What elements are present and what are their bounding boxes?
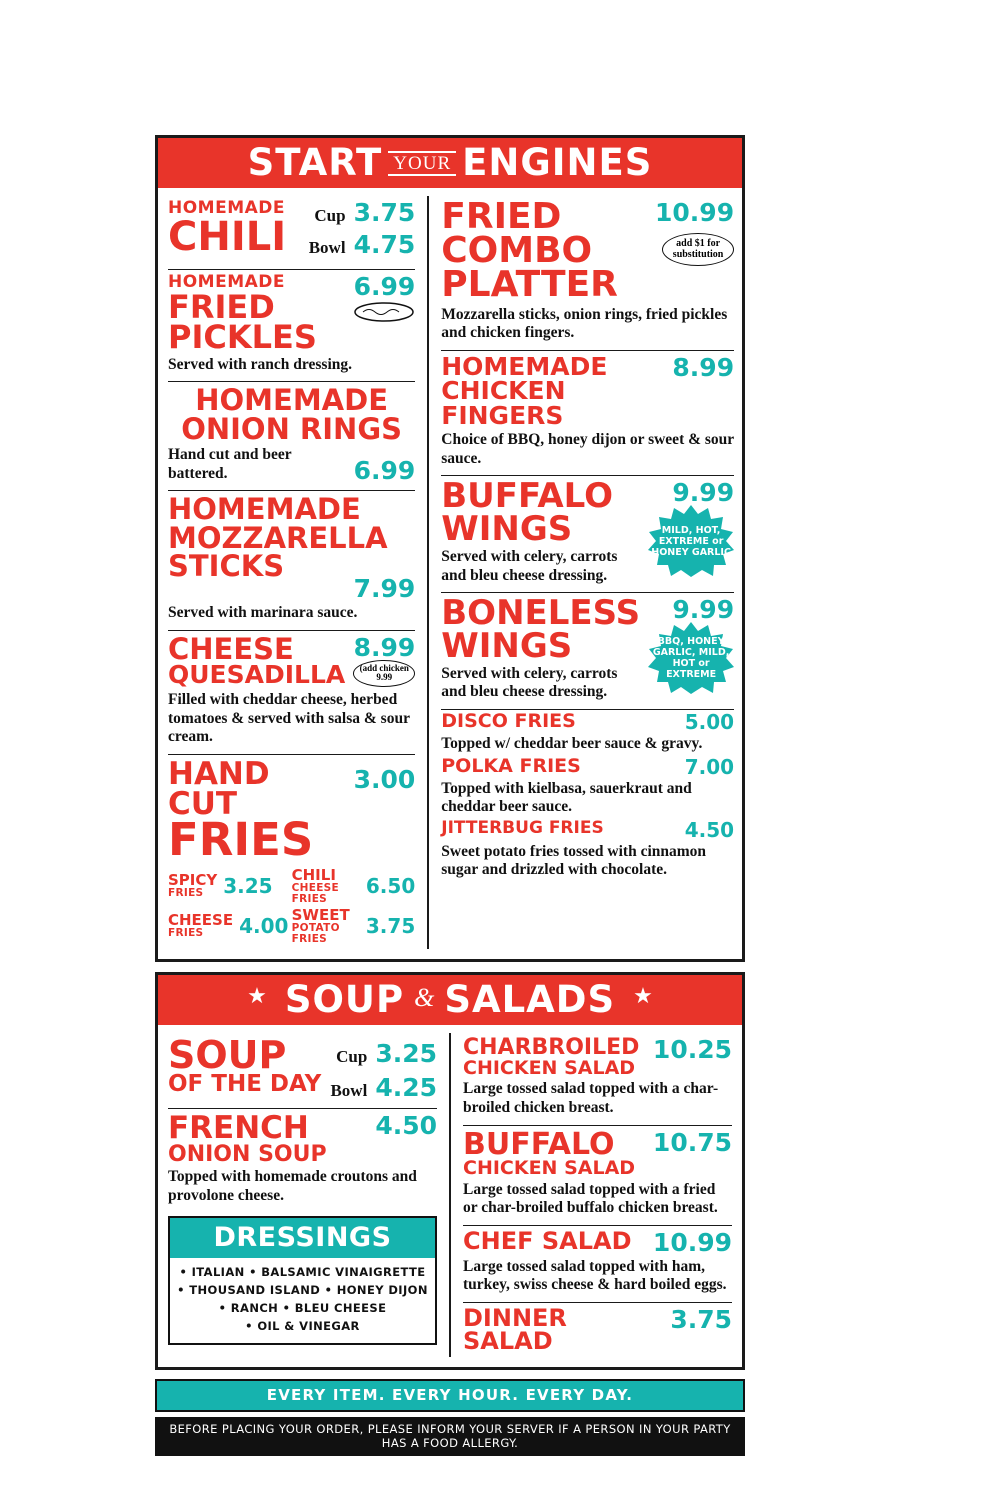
dressings-box (168, 1216, 437, 1344)
soup-column (168, 1033, 451, 1357)
item-name: DISCO FRIES (441, 710, 576, 732)
item-description: Topped with kielbasa, sauerkraut and cheddar beer sauce. (441, 779, 692, 816)
item-name: HOMEMADE MOZZARELLA STICKS (168, 492, 388, 584)
item-price: 10.75 (652, 1127, 732, 1157)
item-price: 6.99 (353, 272, 416, 301)
item-name: BUFFALO (463, 1126, 615, 1162)
menu-item-boneless-wings (441, 593, 734, 705)
item-price: 10.99 (652, 1227, 732, 1257)
item-price: 3.00 (353, 764, 416, 794)
menu-item-cheese-quesadilla (168, 631, 415, 750)
item-name: SOUP (168, 1033, 287, 1078)
banner-pre: SOUP (284, 978, 405, 1022)
variant-price: 3.75 (365, 914, 416, 939)
item-price: 7.99 (353, 574, 416, 604)
fries-variant-cheese (168, 906, 292, 946)
dressing-line: • ITALIAN • BALSAMIC VINAIGRETTE (179, 1265, 426, 1280)
banner-post: SALADS (444, 978, 616, 1022)
dressings-title: DRESSINGS (170, 1218, 435, 1258)
item-name-2: OF THE DAY (168, 1071, 322, 1098)
section-banner-appetizers (158, 138, 742, 188)
banner-mid: YOUR (388, 151, 456, 176)
item-name: BUFFALO WINGS (441, 476, 613, 549)
item-description: Choice of BBQ, honey dijon or sweet & sour sauce. (441, 431, 734, 467)
star-icon-left: ★ (247, 983, 267, 1009)
item-description: Large tossed salad topped with a fried or char-broiled buffalo chicken breast. (463, 1180, 718, 1217)
item-description: Large tossed salad topped with ham, turkey, swiss cheese & hard boiled eggs. (463, 1257, 727, 1294)
variant-label-2: CHEESE FRIES (291, 882, 339, 905)
footer-tagline: EVERY ITEM. EVERY HOUR. EVERY DAY. (155, 1379, 745, 1412)
menu-item-soup-of-the-day (168, 1033, 437, 1104)
menu-item-disco-fries (441, 710, 734, 755)
item-description: Hand cut and beer battered. (168, 446, 292, 482)
item-price: 6.99 (353, 456, 416, 486)
item-name-2: FRIES (168, 813, 314, 867)
item-name: CHARBROILED (463, 1035, 640, 1061)
bowl-label: Bowl (308, 238, 346, 257)
item-kicker: HOMEMADE (168, 198, 286, 218)
section-banner-soup-salads (158, 975, 742, 1025)
item-description: Served with celery, carrots and bleu cheese dressing. (441, 548, 618, 584)
item-price: 9.99 (672, 478, 735, 508)
variant-price: 3.25 (223, 874, 273, 899)
variant-price: 4.00 (239, 914, 289, 939)
appetizers-left-column (168, 196, 429, 949)
item-description: Served with marinara sauce. (168, 604, 358, 622)
item-description: Topped with homemade croutons and provolone cheese. (168, 1168, 417, 1204)
fries-variant-sweet-potato (292, 906, 416, 946)
item-name-2: ONION SOUP (168, 1141, 327, 1167)
flavor-burst-icon (648, 505, 734, 577)
flavor-burst-text: MILD, HOT, EXTREME or HONEY GARLIC (651, 524, 731, 559)
menu-item-chicken-fingers (441, 351, 734, 472)
banner-mid: & (414, 983, 435, 1013)
appetizers-right-column (429, 196, 734, 949)
item-description: Sweet potato fries tossed with cinnamon sugar and drizzled with chocolate. (441, 842, 707, 879)
item-kicker: HOMEMADE (168, 272, 286, 292)
item-description: Served with celery, carrots and bleu cheese dressing. (441, 664, 618, 701)
flavor-burst-text: BBQ, HONEY GARLIC, MILD, HOT or EXTREME (652, 635, 730, 681)
item-name: JITTERBUG FRIES (441, 817, 604, 838)
add-chicken-note: (add chicken 9.99 (353, 660, 415, 687)
item-name: HAND CUT (168, 755, 270, 823)
menu-item-mozzarella-sticks (168, 491, 415, 626)
item-name: BONELESS WINGS (441, 593, 641, 666)
menu-item-jitterbug-fries (441, 818, 734, 881)
star-icon-right: ★ (633, 983, 653, 1009)
menu-item-onion-rings (168, 382, 415, 486)
item-price: 8.99 (353, 633, 416, 663)
item-description: Mozzarella sticks, onion rings, fried pickles and chicken fingers. (441, 305, 728, 342)
dressings-list (170, 1258, 435, 1335)
cup-price: 3.75 (353, 198, 416, 227)
variant-label: CHILI (291, 866, 336, 885)
bowl-price: 4.75 (353, 230, 416, 259)
cup-price: 3.25 (375, 1039, 437, 1069)
item-name: CHILI (168, 213, 287, 260)
item-description: Served with ranch dressing. (168, 355, 353, 373)
menu-item-charbroiled-chicken-salad (463, 1033, 732, 1120)
menu-item-buffalo-wings (441, 476, 734, 588)
dressing-line: • THOUSAND ISLAND • HONEY DIJON (177, 1283, 428, 1298)
item-description: Large tossed salad topped with a char-broiled chicken breast. (463, 1080, 719, 1116)
banner-pre: START (247, 141, 383, 184)
item-name: CHEF SALAD (463, 1226, 632, 1255)
cup-label: Cup (314, 206, 346, 225)
fries-variant-spicy (168, 866, 292, 906)
item-name: FRIED PICKLES (168, 287, 317, 357)
menu-item-fried-pickles (168, 270, 415, 377)
item-description: Topped w/ cheddar beer sauce & gravy. (441, 735, 703, 752)
fries-variant-chili-cheese (292, 866, 416, 906)
item-name: FRIED COMBO PLATTER (441, 196, 618, 306)
salads-column (451, 1033, 732, 1357)
item-name: HOMEMADE CHICKEN FINGERS (441, 351, 608, 430)
variant-label: CHEESE (168, 911, 234, 930)
bowl-label: Bowl (330, 1081, 368, 1101)
pickle-icon (353, 299, 415, 325)
item-price: 3.75 (670, 1304, 732, 1334)
item-name: FRENCH (168, 1110, 309, 1147)
menu-item-hand-cut-fries (168, 755, 415, 950)
item-name: CHEESE (168, 632, 294, 667)
item-price: 4.50 (375, 1111, 437, 1141)
soup-salad-columns (158, 1025, 742, 1367)
item-name: DINNER SALAD (463, 1303, 567, 1356)
variant-label-2: POTATO FRIES (291, 922, 340, 945)
item-price: 10.99 (655, 198, 735, 227)
variant-label-2: FRIES (168, 927, 204, 940)
variant-label: SPICY (168, 871, 218, 890)
banner-post: ENGINES (462, 141, 653, 184)
item-name: HOMEMADE ONION RINGS (181, 383, 403, 446)
menu-item-buffalo-chicken-salad (463, 1126, 732, 1221)
variant-label-2: FRIES (168, 887, 204, 900)
item-price: 5.00 (684, 710, 735, 734)
item-price: 10.25 (652, 1035, 732, 1065)
menu-item-fried-combo-platter (441, 196, 734, 346)
item-price: 9.99 (672, 595, 735, 625)
dressing-line: • RANCH • BLEU CHEESE (218, 1300, 387, 1315)
variant-price: 6.50 (365, 874, 416, 899)
bowl-price: 4.25 (375, 1073, 437, 1103)
item-price: 4.50 (684, 817, 735, 842)
footer-allergy-notice: BEFORE PLACING YOUR ORDER, PLEASE INFORM YOUR SERVER IF A PERSON IN YOUR PARTY HAS A FOOD ALLERGY. (155, 1417, 745, 1456)
item-price: 8.99 (672, 352, 735, 382)
section-soup-and-salads (155, 972, 745, 1370)
item-name-2: QUESADILLA (168, 660, 346, 690)
menu-item-chili (168, 196, 415, 265)
fries-variants (168, 866, 415, 946)
item-price: 7.00 (684, 754, 735, 779)
section-start-your-engines (155, 135, 745, 962)
item-description: Filled with cheddar cheese, herbed tomatoes & served with salsa & sour cream. (168, 690, 410, 746)
item-name: POLKA FRIES (441, 754, 581, 777)
menu-body (155, 135, 745, 1456)
variant-label: SWEET (291, 906, 350, 925)
item-name-2: CHICKEN SALAD (463, 1156, 636, 1179)
appetizers-columns (158, 188, 742, 959)
menu-item-polka-fries (441, 755, 734, 818)
substitution-note: add $1 for substitution (662, 233, 734, 266)
menu-item-dinner-salad (463, 1303, 732, 1357)
menu-item-chef-salad (463, 1226, 732, 1298)
flavor-burst-icon (648, 622, 734, 694)
item-name-2: CHICKEN SALAD (463, 1056, 636, 1079)
dressing-line: • OIL & VINEGAR (245, 1318, 360, 1333)
menu-item-french-onion-soup (168, 1109, 437, 1208)
cup-label: Cup (336, 1047, 368, 1067)
